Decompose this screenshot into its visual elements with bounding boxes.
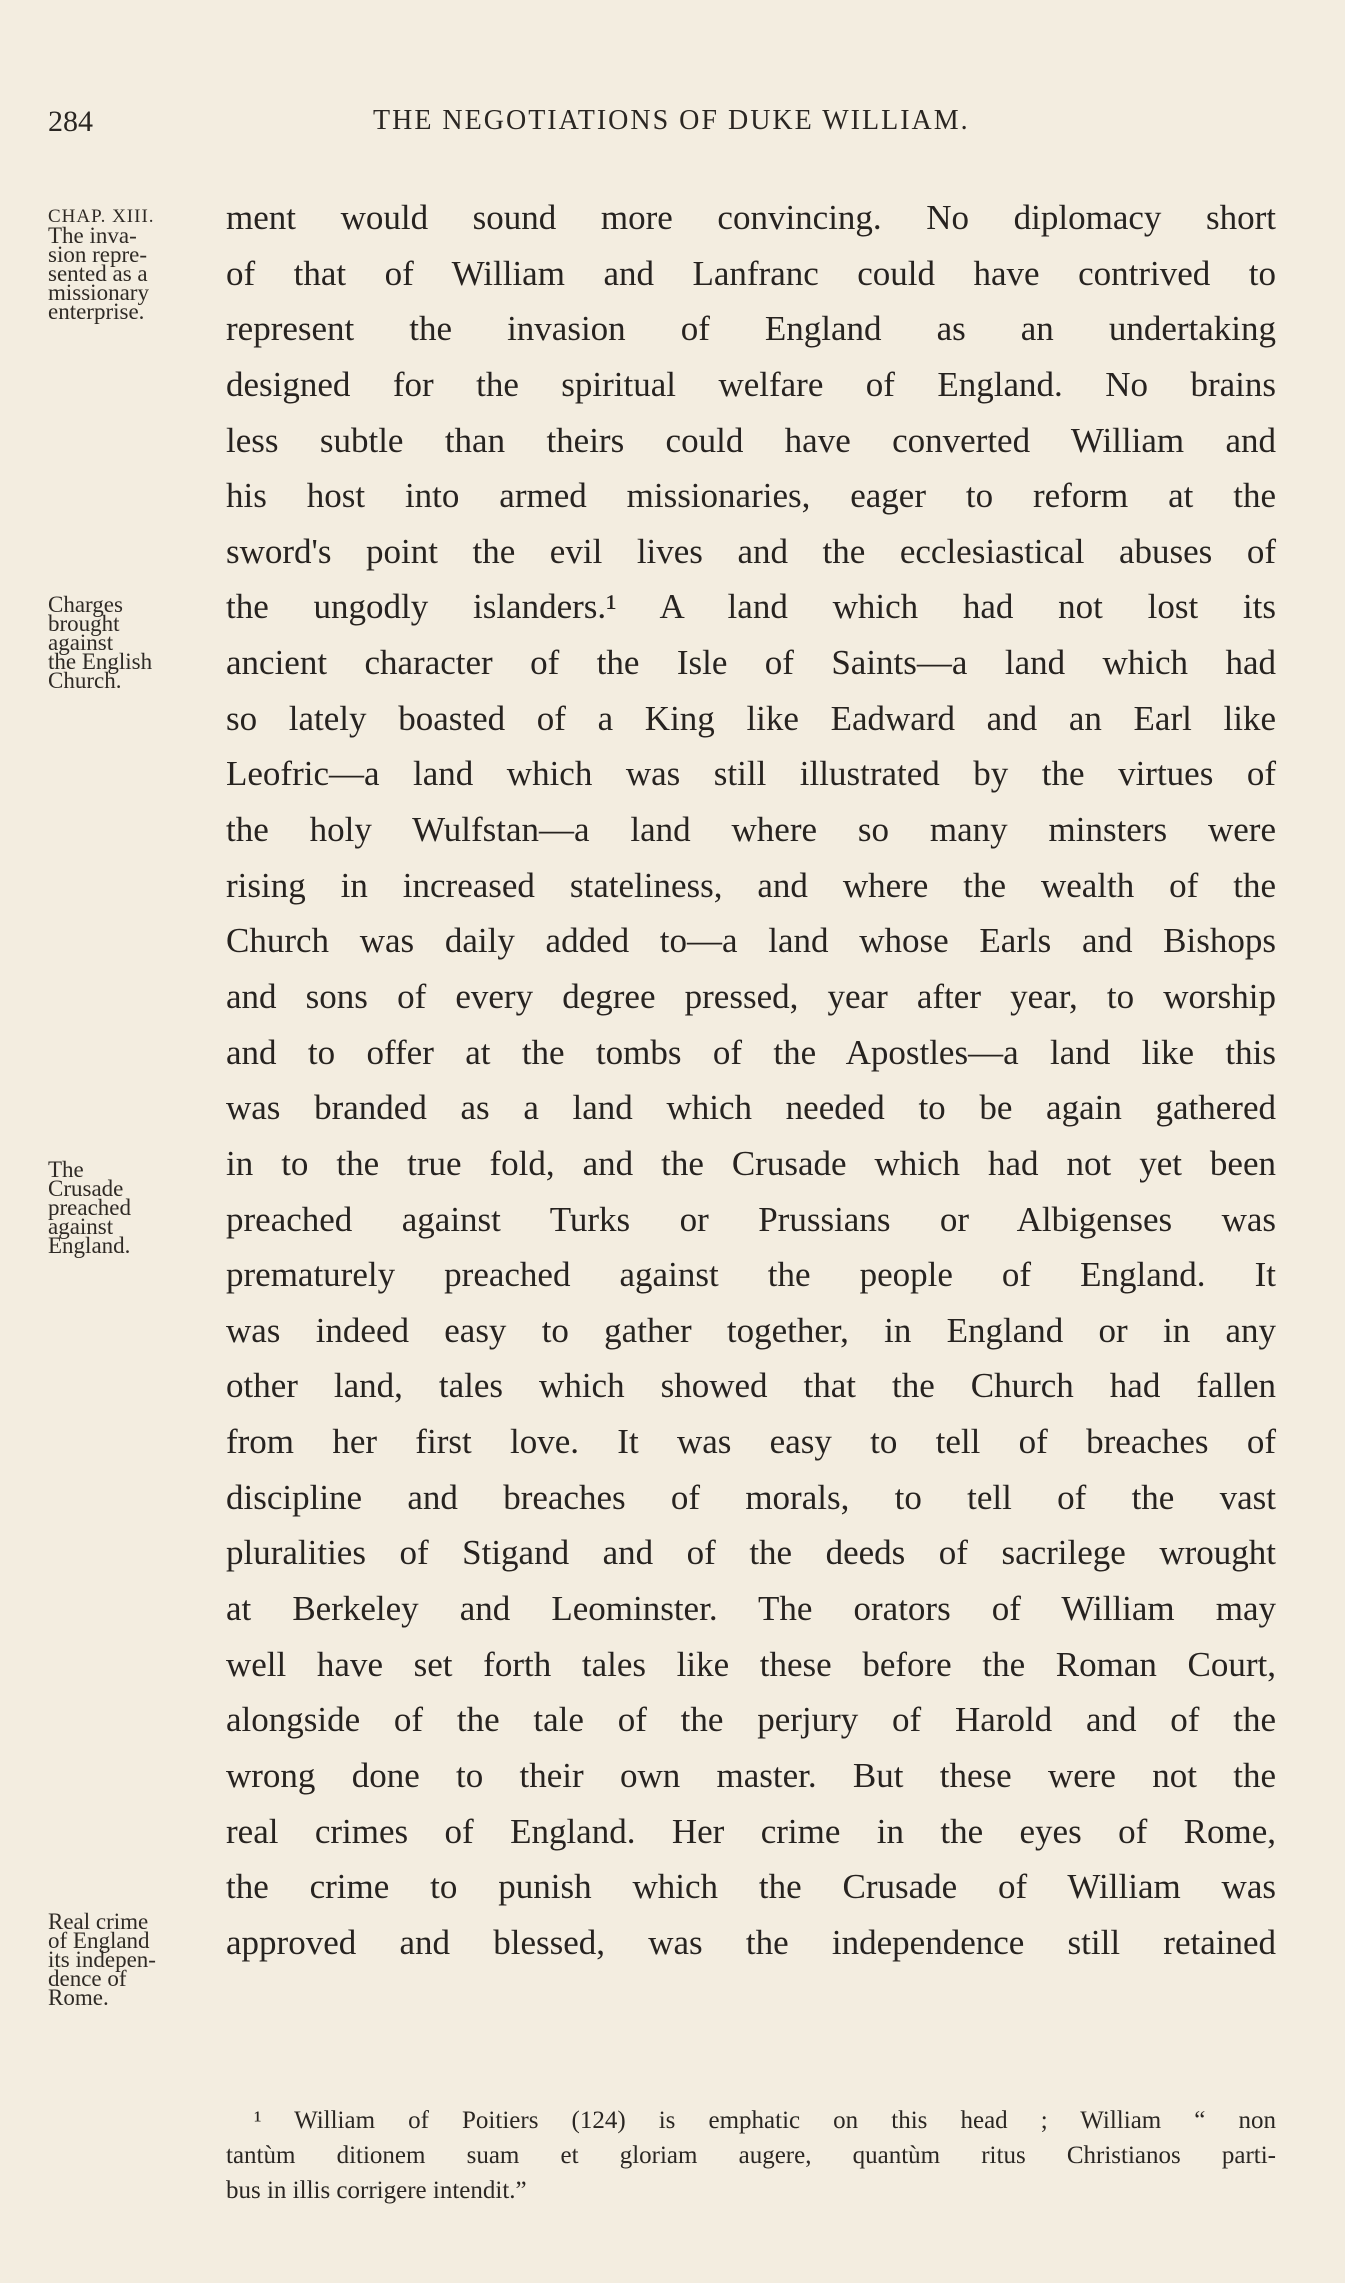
text-line: Church was daily added to—a land whose Earls and Bishops	[226, 921, 1276, 961]
text-line: wrong done to their own master. But these were not the	[226, 1755, 1276, 1795]
text-line: well have set forth tales like these before the Roman Court,	[226, 1644, 1276, 1684]
side-note-line: Real crime	[48, 1909, 149, 1934]
text-line: in to the true fold, and the Crusade which had not yet been	[226, 1143, 1276, 1183]
side-note-line: preached	[48, 1195, 131, 1220]
side-note-line: enterprise.	[48, 299, 145, 324]
text-line: was indeed easy to gather together, in England or in any	[226, 1310, 1276, 1350]
footnote-line: tantùm ditionem suam et gloriam augere, quantùm ritus Christianos parti-	[226, 2142, 1276, 2169]
side-note-line: the English	[48, 649, 153, 674]
text-line: ancient character of the Isle of Saints—a land which had	[226, 643, 1276, 683]
running-head	[48, 105, 1285, 145]
text-line: the ungodly islanders.¹ A land which had not lost its	[226, 587, 1276, 627]
text-line: preached against Turks or Prussians or Albigenses was	[226, 1199, 1276, 1239]
side-note-line: Crusade	[48, 1176, 124, 1201]
side-note-crusade	[48, 1157, 228, 1258]
page-number: 284	[48, 105, 93, 138]
text-line: his host into armed missionaries, eager to reform at the	[226, 476, 1276, 516]
text-line: and sons of every degree pressed, year after year, to worship	[226, 976, 1276, 1016]
footnote	[226, 2103, 1276, 2208]
side-note-line: Charges	[48, 592, 123, 617]
text-line: so lately boasted of a King like Eadward and an Earl like	[226, 698, 1276, 738]
text-line: at Berkeley and Leominster. The orators of William may	[226, 1589, 1276, 1629]
side-note-line: of England	[48, 1928, 150, 1953]
text-line: Leofric—a land which was still illustrated by the virtues of	[226, 754, 1276, 794]
side-note-line: brought	[48, 611, 120, 636]
side-note-line: dence of	[48, 1966, 127, 1991]
side-note-line: missionary	[48, 280, 149, 305]
text-line: less subtle than theirs could have converted William and	[226, 420, 1276, 460]
side-note-real-crime	[48, 1909, 228, 2010]
chapter-label: CHAP. XIII.	[48, 206, 155, 227]
side-note-line: against	[48, 1214, 114, 1239]
side-note-line: sion repre-	[48, 242, 147, 267]
text-line: rising in increased stateliness, and where the wealth of the	[226, 865, 1276, 905]
text-line: other land, tales which showed that the Church had fallen	[226, 1366, 1276, 1406]
text-line: approved and blessed, was the independence still retained	[226, 1922, 1276, 1962]
text-line: the holy Wulfstan—a land where so many minsters were	[226, 810, 1276, 850]
text-line: designed for the spiritual welfare of England. No brains	[226, 364, 1276, 404]
text-line: was branded as a land which needed to be again gathered	[226, 1088, 1276, 1128]
text-line: the crime to punish which the Crusade of William was	[226, 1867, 1276, 1907]
text-line: from her first love. It was easy to tell of breaches of	[226, 1422, 1276, 1462]
running-title: THE NEGOTIATIONS OF DUKE WILLIAM.	[373, 105, 970, 136]
text-line: ment would sound more convincing. No diplomacy short	[226, 198, 1276, 237]
text-line: discipline and breaches of morals, to tell of the vast	[226, 1477, 1276, 1517]
text-line: pluralities of Stigand and of the deeds of sacrilege wrought	[226, 1533, 1276, 1573]
text-line: real crimes of England. Her crime in the eyes of Rome,	[226, 1811, 1276, 1851]
side-note-invasion	[48, 206, 228, 324]
side-note-line: sented as a	[48, 261, 148, 286]
text-line: prematurely preached against the people of England. It	[226, 1255, 1276, 1295]
footnote-line: ¹ William of Poitiers (124) is emphatic on this head ; William “ non	[254, 2107, 1276, 2134]
side-note-line: its indepen-	[48, 1947, 156, 1972]
footnote-line: bus in illis corrigere intendit.”	[226, 2177, 527, 2204]
text-line: alongside of the tale of the perjury of Harold and of the	[226, 1700, 1276, 1740]
text-line: and to offer at the tombs of the Apostles—a land like this	[226, 1032, 1276, 1072]
side-note-line: The	[48, 1157, 84, 1182]
body-text	[226, 190, 1276, 1971]
text-line: sword's point the evil lives and the ecclesiastical abuses of	[226, 531, 1276, 571]
side-note-line: Church.	[48, 668, 122, 693]
side-note-charges	[48, 592, 228, 693]
text-line: represent the invasion of England as an undertaking	[226, 309, 1276, 349]
side-note-line: Rome.	[48, 1985, 109, 2010]
side-note-line: The inva-	[48, 223, 137, 248]
side-note-line: against	[48, 630, 114, 655]
side-note-line: England.	[48, 1233, 131, 1258]
text-line: of that of William and Lanfranc could have contrived to	[226, 253, 1276, 293]
